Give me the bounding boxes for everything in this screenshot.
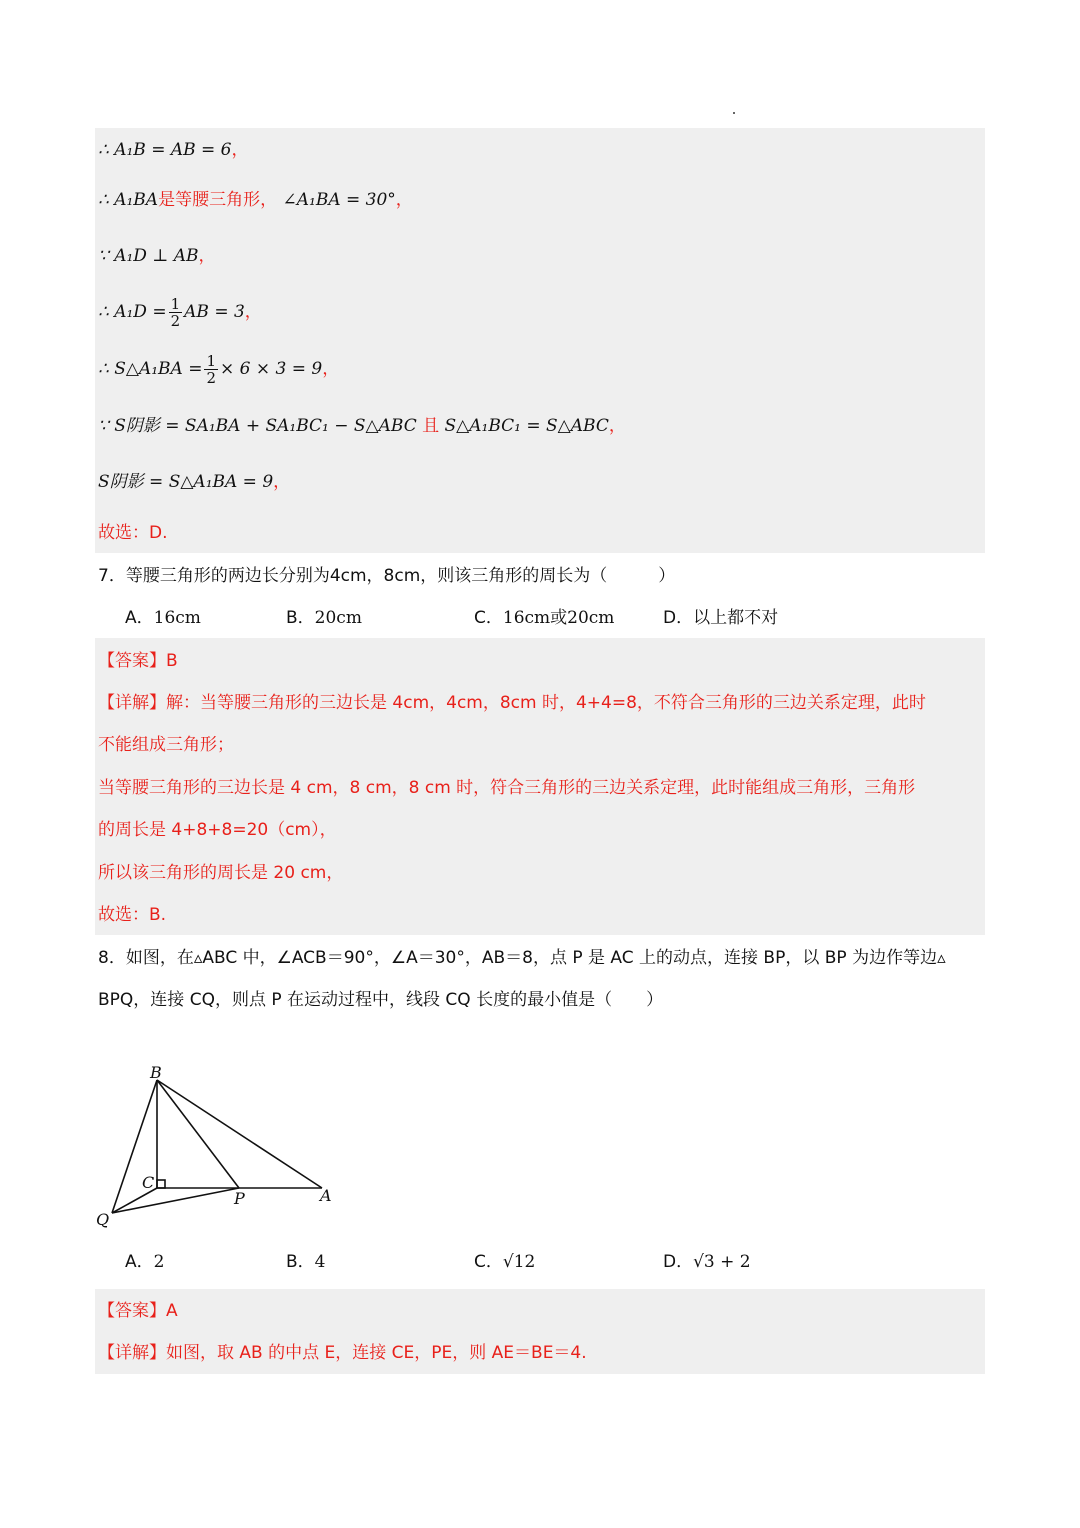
triangle-figure — [90, 1055, 350, 1235]
question-8-stem-line-2: BPQ，连接 CQ，则点 P 在运动过程中，线段 CQ 长度的最小值是（ ） — [98, 990, 664, 1010]
q7-detail-line-6: 故选：B. — [98, 905, 167, 925]
label-a: A — [320, 1186, 332, 1205]
q7-answer: 【答案】B — [98, 651, 178, 671]
solution-choose: 故选：D. — [98, 523, 168, 543]
label-p: P — [234, 1189, 245, 1208]
q7-detail-line-3: 当等腰三角形的三边长是 4 cm，8 cm，8 cm 时，符合三角形的三边关系定理，此时能组成三角形，三角形 — [98, 778, 916, 798]
q8-option-b: B．4 — [286, 1252, 326, 1272]
segment-bp — [157, 1080, 239, 1188]
q8-option-d: D．√3 + 2 — [663, 1252, 751, 1272]
q7-option-c: C．16cm或20cm — [474, 608, 615, 628]
page-mark — [733, 112, 735, 114]
q7-detail-line-5: 所以该三角形的周长是 20 cm， — [98, 863, 344, 883]
q8-answer: 【答案】A — [98, 1301, 178, 1321]
label-q: Q — [96, 1210, 110, 1229]
q7-option-a: A．16cm — [125, 608, 201, 628]
right-angle-mark — [157, 1180, 165, 1188]
solution-line-6: ∵ S阴影 = SA₁BA + SA₁BC₁ − S△ABC 且 S△A₁BC₁ = S△ABC， — [98, 416, 626, 436]
solution-line-3: ∵ A₁D ⊥ AB， — [98, 246, 216, 266]
solution-line-2: ∴ A₁BA是等腰三角形， ∠A₁BA = 30°， — [98, 190, 413, 210]
label-b: B — [150, 1063, 162, 1082]
question-7-stem: 7．等腰三角形的两边长分别为4cm，8cm，则该三角形的周长为（ ） — [98, 566, 676, 586]
segment-bq — [112, 1080, 157, 1213]
q7-detail-line-1: 【详解】解：当等腰三角形的三边长是 4cm，4cm，8cm 时，4+4=8，不符合三角形的三边关系定理，此时 — [98, 693, 926, 713]
q7-detail-line-2: 不能组成三角形； — [98, 735, 234, 755]
solution-line-7: S阴影 = S△A₁BA = 9， — [98, 472, 291, 492]
q8-detail-line-1: 【详解】如图，取 AB 的中点 E，连接 CE，PE，则 AE＝BE＝4. — [98, 1343, 587, 1363]
solution-line-1: ∴ A₁B = AB = 6， — [98, 140, 249, 160]
solution-line-4: ∴ A₁D = $\frac{1}{2}$ AB = 3， — [98, 294, 262, 330]
q7-detail-line-4: 的周长是 4+8+8=20（cm）， — [98, 820, 337, 840]
q8-option-c: C．√12 — [474, 1252, 536, 1272]
q8-option-a: A．2 — [125, 1252, 165, 1272]
label-c: C — [142, 1173, 155, 1192]
fraction-half: $\frac{1}{2}$ — [170, 294, 181, 330]
solution-line-5: ∴ S△A₁BA = $\frac{1}{2}$ × 6 × 3 = 9， — [98, 351, 340, 387]
fraction-half: $\frac{1}{2}$ — [206, 351, 216, 387]
segment-qp — [112, 1188, 239, 1213]
q7-option-b: B．20cm — [286, 608, 362, 628]
q7-option-d: D．以上都不对 — [663, 608, 779, 628]
segment-ba — [157, 1080, 322, 1188]
question-8-stem-line-1: 8．如图，在▵ABC 中，∠ACB＝90°，∠A＝30°，AB＝8，点 P 是 AC 上的动点，连接 BP，以 BP 为边作等边▵ — [98, 948, 946, 968]
